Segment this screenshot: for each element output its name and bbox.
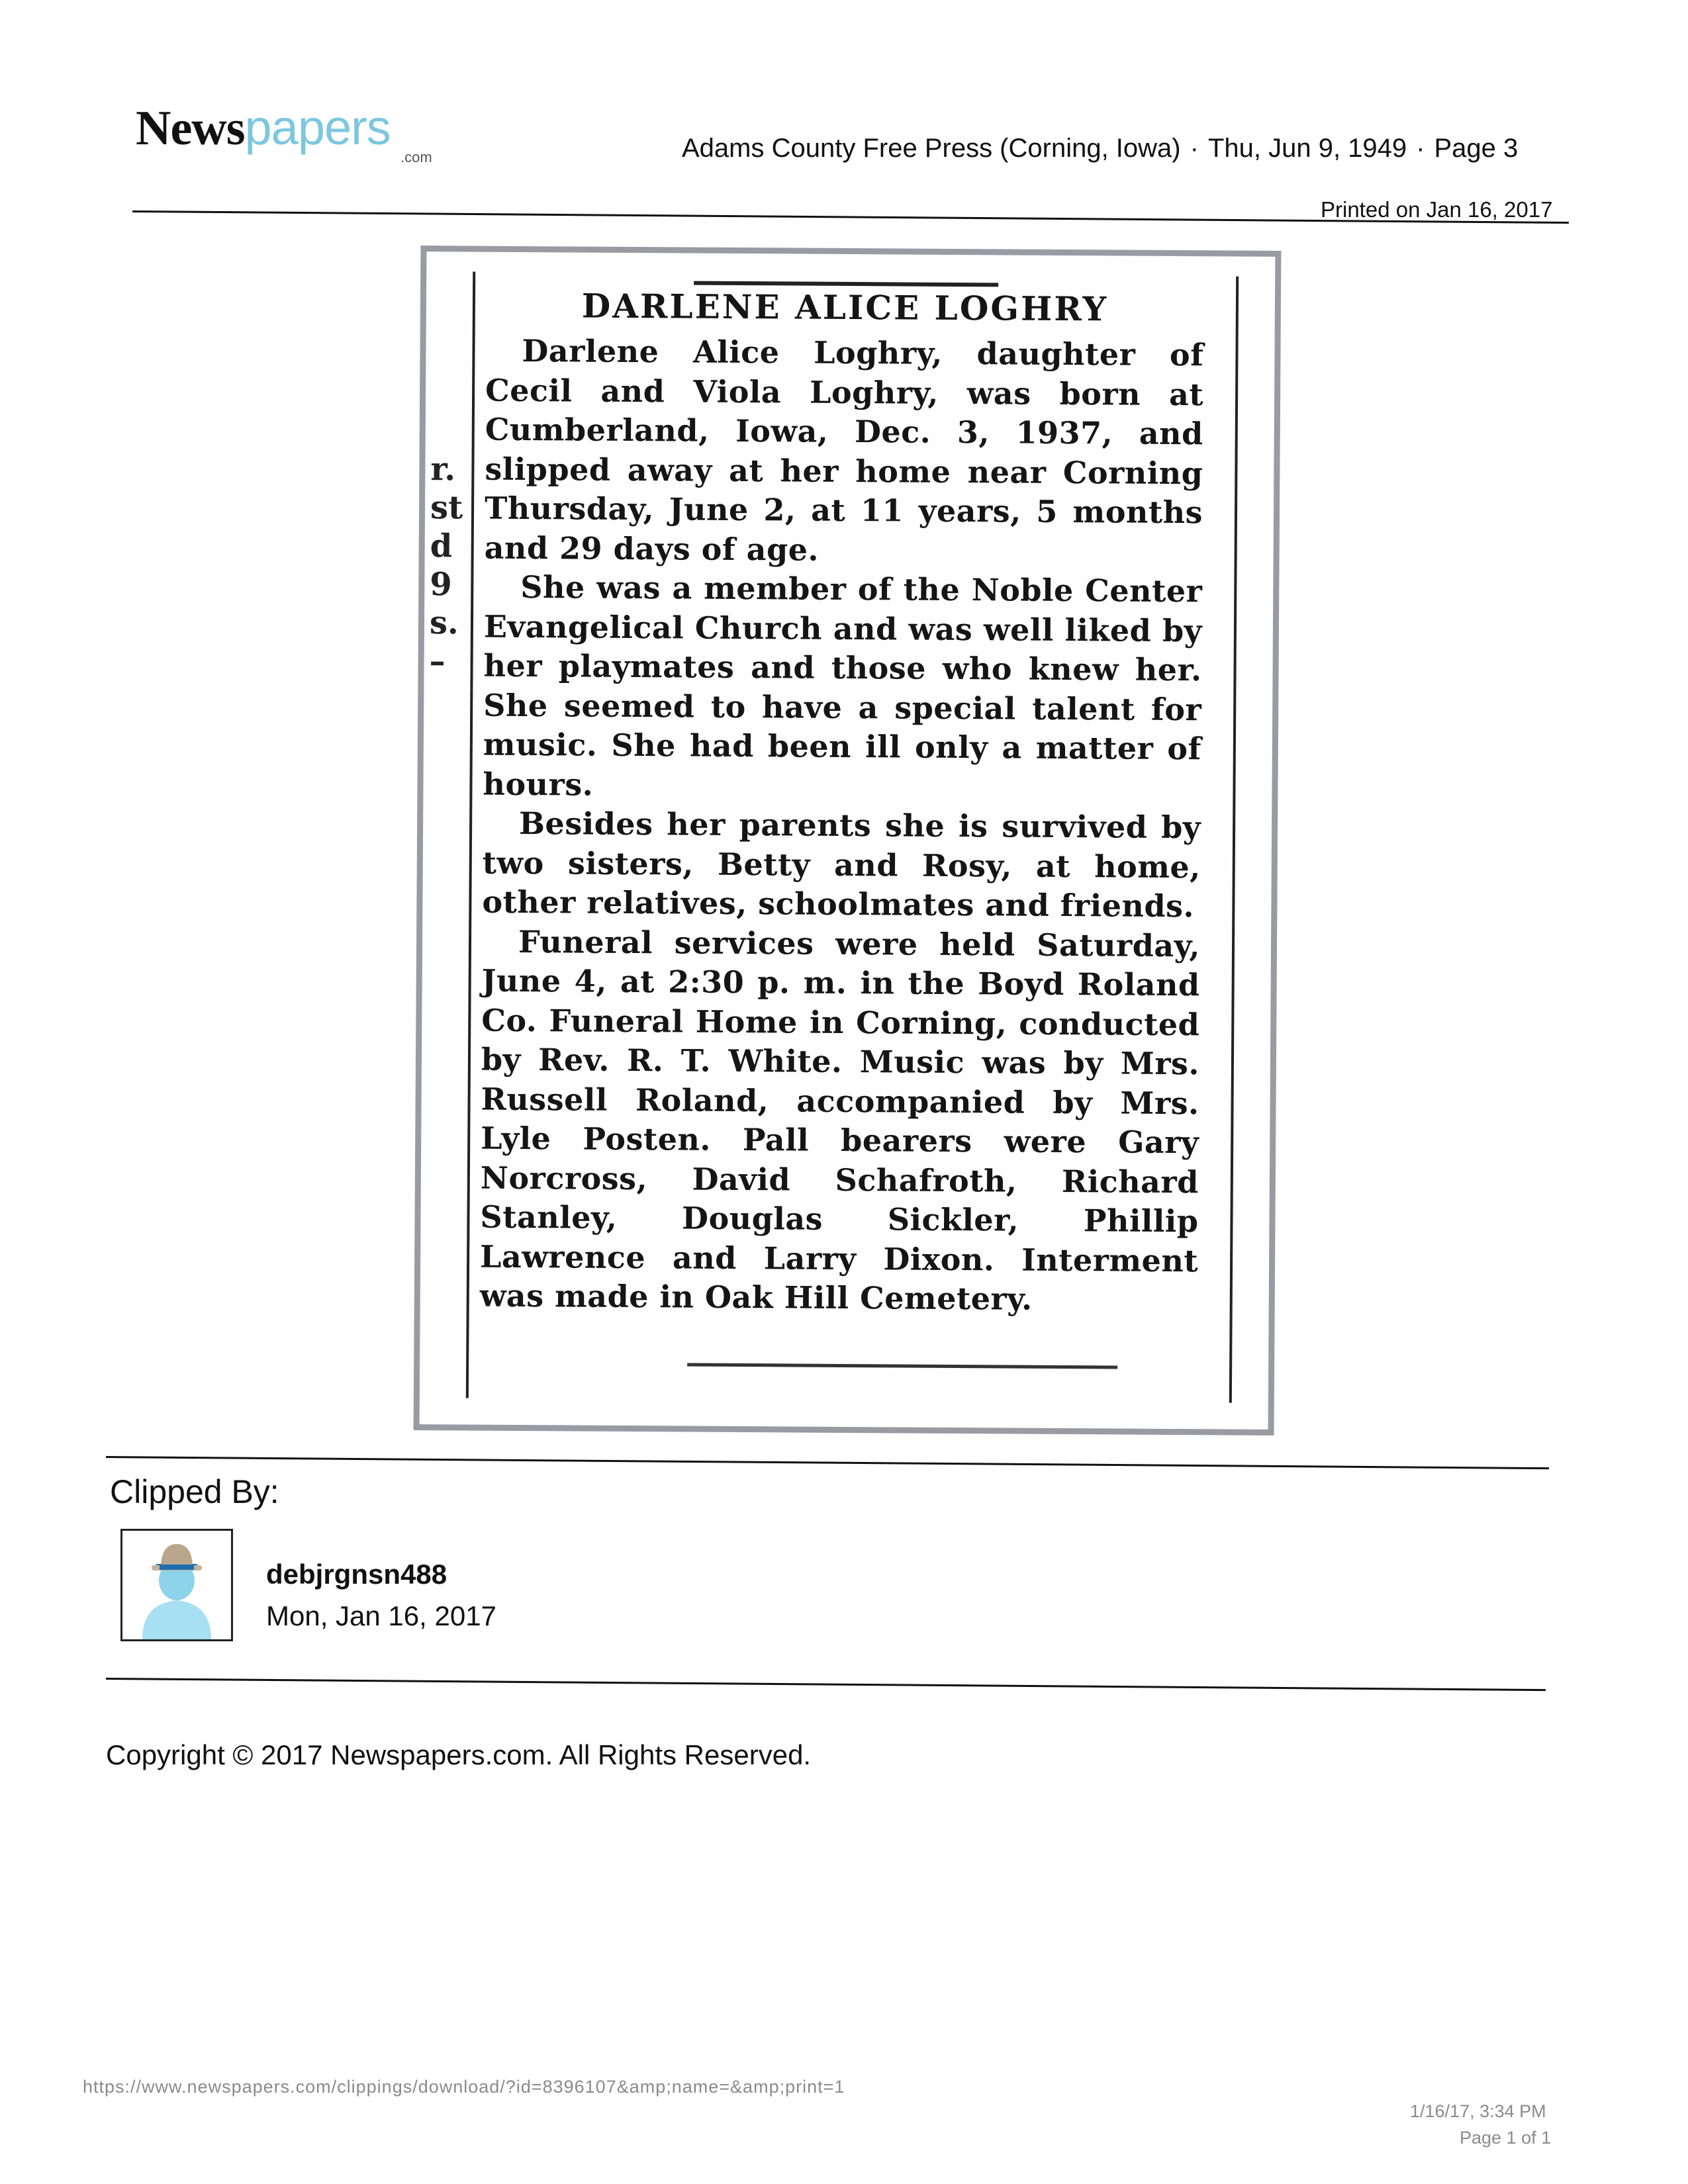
obituary-paragraph: Funeral services were held Saturday, June 4, at 2:30 p. m. in the Boyd Roland Co. Funeral Home in Corning, conducted by Rev. R. T. White. Music was by Mrs. Russell Roland, accompanied by Mrs. Lyle Posten. Pall bearers were Gary Norcross, David Schafroth, Richard Stanley, Douglas Sickler, Phillip Lawrence and Larry Dixon. Interment was made in Oak Hill Cemetery. bbox=[479, 923, 1201, 1317]
column-bottom-rule bbox=[687, 1363, 1117, 1369]
separator: · bbox=[1416, 134, 1425, 163]
print-footer-page-count: Page 1 of 1 bbox=[1460, 2128, 1552, 2148]
clipped-by-divider-bottom bbox=[106, 1678, 1546, 1691]
obituary-paragraph: Besides her parents she is survived by two sisters, Betty and Rosy, at home, other relatives, schoolmates and friends. bbox=[482, 805, 1201, 925]
logo-accent-text: papers bbox=[244, 100, 391, 155]
clipped-by-label: Clipped By: bbox=[110, 1473, 279, 1510]
obituary-article bbox=[480, 285, 1204, 1320]
obituary-paragraph: Darlene Alice Loghry, daughter of Cecil and Viola Loghry, was born at Cumberland, Iowa, Dec. 3, 1937, and slipped away at her home near Corning Thursday, June 2, at 11 years, 5 months and 29 days of age. bbox=[484, 332, 1204, 568]
clipping-source-info bbox=[682, 134, 1518, 163]
user-avatar-icon[interactable] bbox=[120, 1529, 233, 1641]
logo-suffix: .com bbox=[400, 149, 432, 165]
page-number: Page 3 bbox=[1434, 134, 1519, 163]
obituary-headline: DARLENE ALICE LOGHRY bbox=[581, 286, 1109, 329]
obituary-body bbox=[480, 332, 1204, 1320]
clipped-date: Mon, Jan 16, 2017 bbox=[266, 1600, 496, 1631]
publication-name: Adams County Free Press (Corning, Iowa) bbox=[682, 134, 1181, 163]
printed-on-date: Printed on Jan 16, 2017 bbox=[1321, 197, 1553, 222]
newspapers-logo[interactable] bbox=[136, 99, 391, 157]
obituary-paragraph: She was a member of the Noble Center Evangelical Church and was well liked by her playmates and those who knew her. She seemed to have a special talent for music. She had been ill only a matter of hours. bbox=[483, 569, 1203, 803]
newspaper-clipping bbox=[414, 246, 1282, 1435]
print-footer-timestamp: 1/16/17, 3:34 PM bbox=[1410, 2101, 1546, 2121]
clipped-by-divider-top bbox=[106, 1456, 1549, 1469]
publication-date: Thu, Jun 9, 1949 bbox=[1207, 134, 1407, 163]
separator: · bbox=[1190, 134, 1199, 163]
print-footer-url: https://www.newspapers.com/clippings/download/?id=8396107&amp;name=&amp;print=1 bbox=[83, 2077, 845, 2097]
clipper-username[interactable]: debjrgnsn488 bbox=[266, 1559, 447, 1590]
avatar-figure bbox=[122, 1531, 231, 1639]
copyright-notice: Copyright © 2017 Newspapers.com. All Rights Reserved. bbox=[106, 1739, 812, 1770]
logo-main-text: News bbox=[136, 101, 245, 156]
adjacent-column-fragment: r. st d 9 s. – bbox=[429, 451, 463, 680]
